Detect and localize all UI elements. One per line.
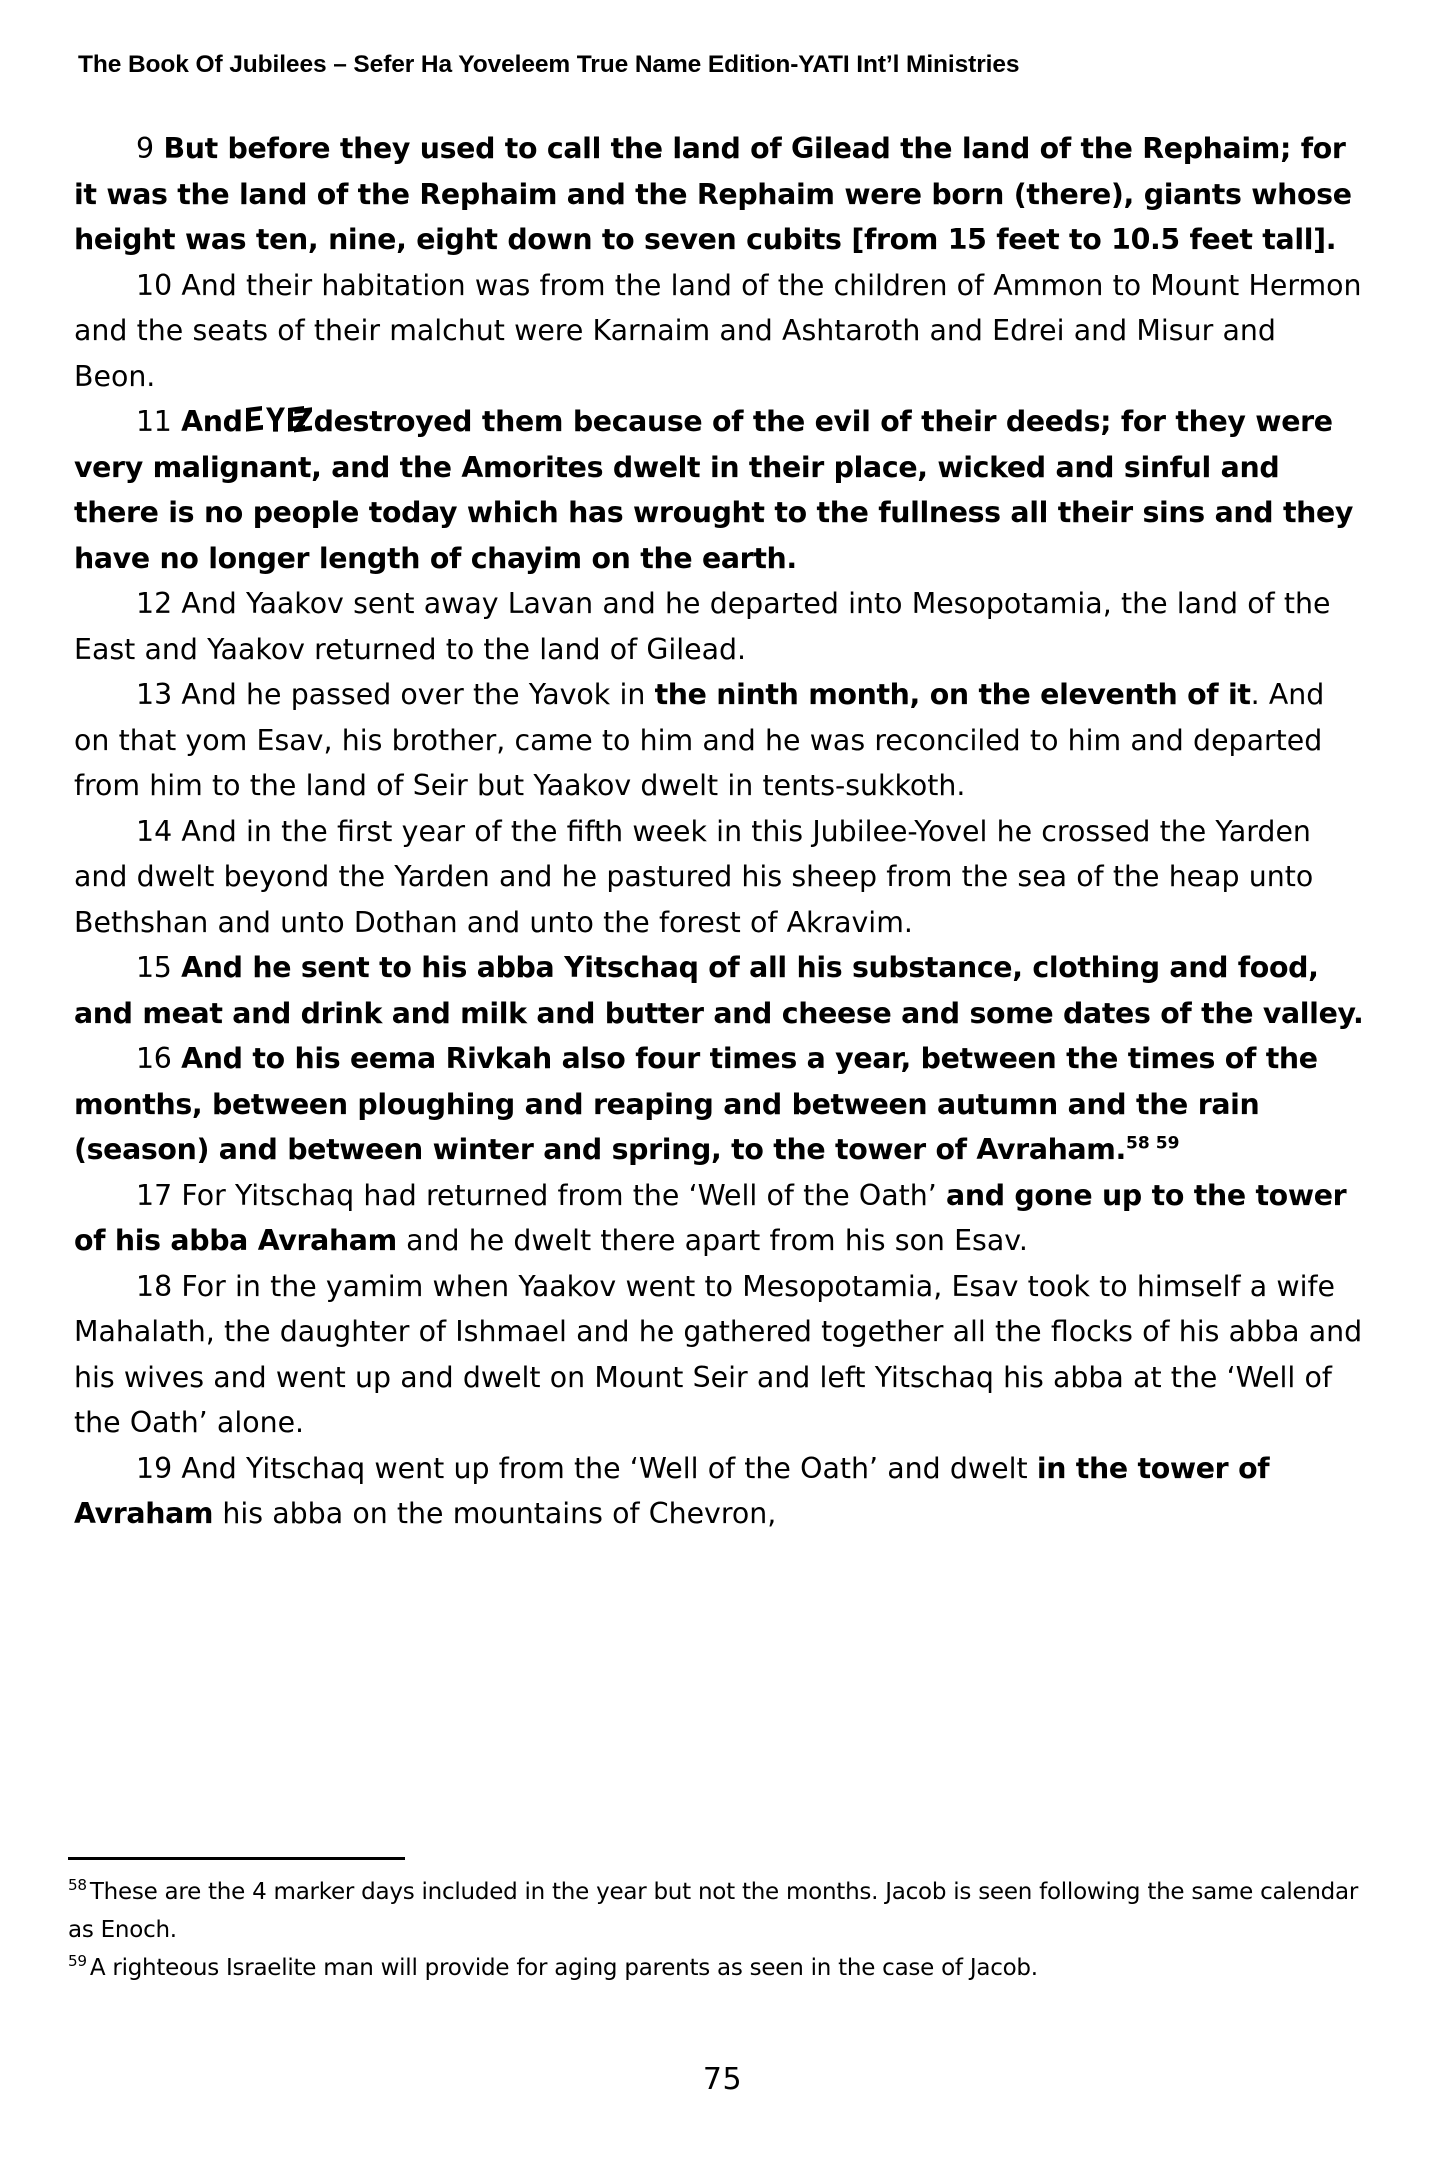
footnote-text: These are the 4 marker days included in the year but not the months. Jacob is seen following the same calendar as Enoch. (68, 1879, 1359, 1943)
verse-text: And in the first year of the fifth week in this Jubilee-Yovel he crossed the Yarden and dwelt beyond the Yarden and he pastured his sheep from the sea of the heap unto Bethshan and unto Dothan and unto the forest of Akravim. (74, 814, 1314, 939)
verse-text-after-divine-name: destroyed them because of the evil of their deeds; for they were very malignant, and the Amorites dwelt in their place, wicked and sinful and there is no people today which has wrought to the fullness all their sins and they have no longer length of chayim on the earth. (74, 405, 1354, 575)
verse-text-emphasis: in the tower of Avraham (74, 1451, 1270, 1530)
verse-9 (74, 126, 1364, 263)
footnote-text: A righteous Israelite man will provide for aging parents as seen in the case of Jacob. (89, 1955, 1038, 1981)
verse-11 (74, 399, 1364, 581)
verse-17 (74, 1173, 1364, 1264)
verse-number: 11 (136, 405, 172, 438)
verse-text: For in the yamim when Yaakov went to Mesopotamia, Esav took to himself a wife Mahalath, the daughter of Ishmael and he gathered together all the flocks of his abba and his wives and went up and dwelt on Mount Seir and left Yitschaq his abba at the ‘Well of the Oath’ alone. (74, 1269, 1363, 1439)
verse-number: 15 (136, 951, 172, 984)
footnote-area (68, 1873, 1368, 1987)
footnote-number: 58 (68, 1875, 87, 1894)
verse-text-before-divine-name: And (181, 405, 243, 438)
verse-number: 19 (136, 1451, 173, 1485)
verse-number: 10 (136, 268, 173, 302)
verse-number: 14 (136, 814, 173, 848)
paleo-hebrew-tetragrammaton-icon (244, 406, 312, 433)
running-header: The Book Of Jubilees – Sefer Ha Yoveleem True Name Edition-YATI Int’l Ministries (78, 51, 1020, 78)
footnote-separator (68, 1857, 405, 1860)
verse-text-part-1: And Yitschaq went up from the ‘Well of the Oath’ and dwelt (181, 1451, 1037, 1485)
verse-text-part-2: and he dwelt there apart from his son Esav. (396, 1224, 1028, 1257)
verse-15 (74, 945, 1364, 1036)
verse-number: 16 (136, 1042, 172, 1075)
footnote-number: 59 (68, 1951, 87, 1970)
footnote-59 (68, 1949, 1368, 1987)
footnote-reference[interactable]: 58 59 (1125, 1133, 1180, 1154)
page-number: 75 (702, 2062, 743, 2097)
verse-text-part-2: his abba on the mountains of Chevron, (213, 1497, 777, 1530)
verse-text-part-1: And he passed over the Yavok in (181, 678, 655, 711)
verse-12 (74, 581, 1364, 672)
verse-16 (74, 1036, 1364, 1173)
verse-text-part-2: . And on that yom Esav, his brother, came to him and he was reconciled to him and departed from him to the land of Seir but Yaakov dwelt in tents-sukkoth. (74, 678, 1325, 802)
verse-14 (74, 809, 1364, 946)
verse-text: But before they used to call the land of Gilead the land of the Rephaim; for it was the land of the Rephaim and the Rephaim were born (there), giants whose height was ten, nine, eight down to seven cubits [from 15 feet to 10.5 feet tall]. (74, 132, 1352, 256)
verse-text: And to his eema Rivkah also four times a year, between the times of the months, between ploughing and reaping and between autumn and the rain (season) and between winter and spring, to the tower of Avraham. (74, 1042, 1318, 1166)
verse-number: 18 (136, 1269, 173, 1303)
verse-number: 9 (136, 132, 154, 165)
footnote-58 (68, 1873, 1368, 1949)
body-text (74, 126, 1364, 1537)
verse-text: And Yaakov sent away Lavan and he departed into Mesopotamia, the land of the East and Yaakov returned to the land of Gilead. (74, 587, 1331, 666)
verse-number: 13 (136, 678, 173, 711)
verse-number: 12 (136, 587, 173, 620)
verse-text-emphasis: and gone up to the tower of his abba Avraham (74, 1178, 1347, 1257)
verse-text-part-1: For Yitschaq had returned from the ‘Well of the Oath’ (181, 1178, 947, 1212)
verse-number: 17 (136, 1178, 173, 1212)
verse-18 (74, 1264, 1364, 1446)
verse-text: And he sent to his abba Yitschaq of all his substance, clothing and food, and meat and drink and milk and butter and cheese and some dates of the valley. (74, 951, 1364, 1030)
verse-19 (74, 1446, 1364, 1537)
verse-10 (74, 263, 1364, 400)
verse-13 (74, 672, 1364, 809)
verse-text: And their habitation was from the land of the children of Ammon to Mount Hermon and the seats of their malchut were Karnaim and Ashtaroth and Edrei and Misur and Beon. (74, 268, 1362, 393)
verse-text-emphasis: the ninth month, on the eleventh of it (654, 678, 1251, 711)
